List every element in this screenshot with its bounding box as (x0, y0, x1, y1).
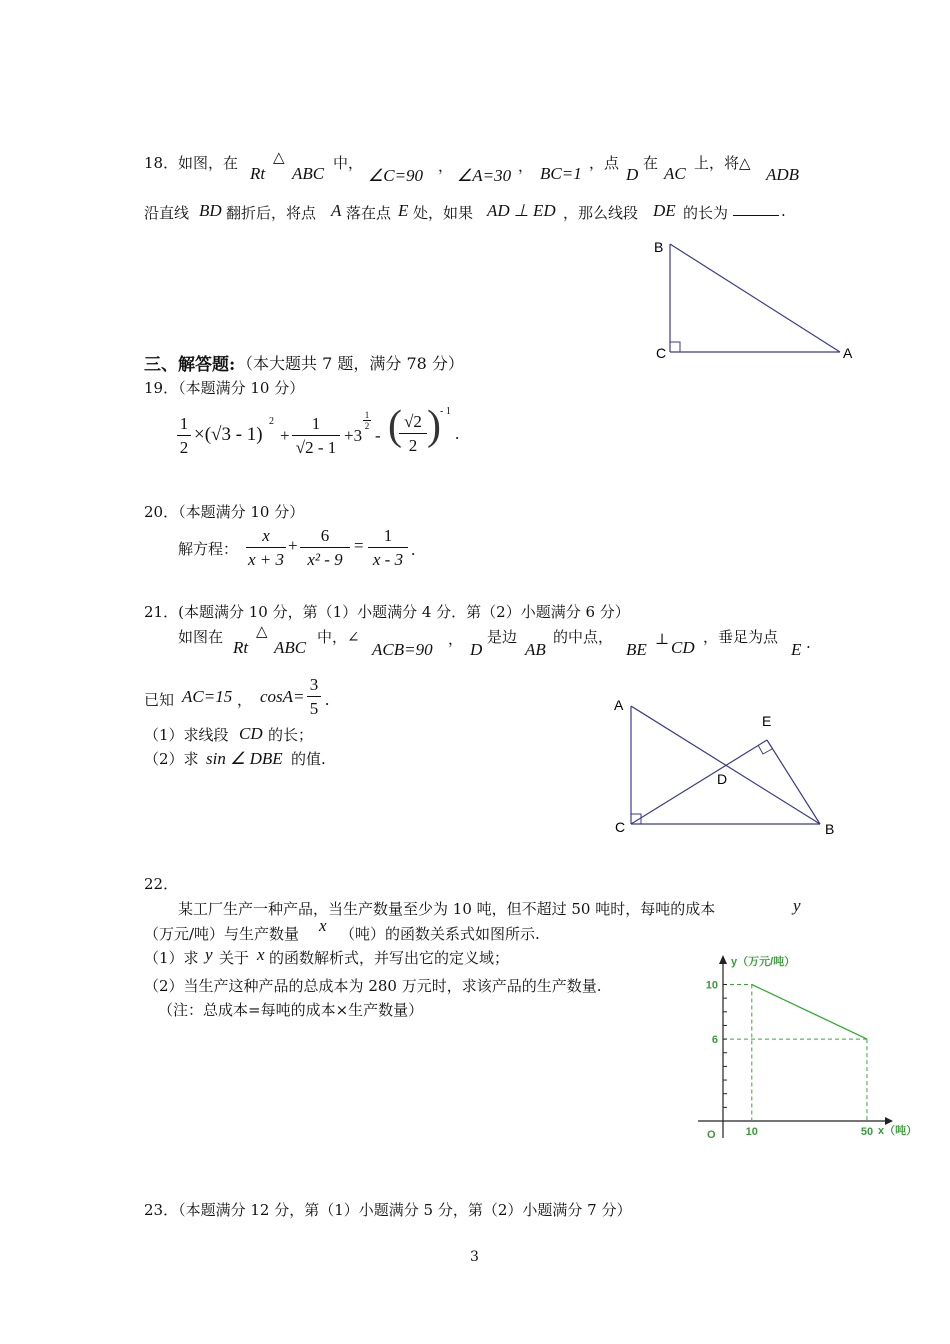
q19-period: . (455, 424, 460, 443)
q19-fraction-sqrt2: 1 √2 - 1 (292, 414, 340, 457)
q18-angle-a: ∠A=30 (457, 166, 512, 185)
q20-period: . (411, 540, 416, 559)
q22-number: 22． (144, 875, 179, 893)
q21-rt: Rt (233, 638, 249, 657)
q23-header: 23．（本题满分 12 分，第（1）小题满分 5 分，第（2）小题满分 7 分） (144, 1201, 632, 1219)
section-title: 三、解答题: (144, 355, 236, 375)
chart-y-arrow (719, 955, 727, 964)
q19-sqrt3-term: ×(√3 - 1) (194, 424, 263, 445)
q19-fraction-half: 1 2 (177, 414, 191, 457)
q18-d: D (626, 165, 639, 184)
q21-text: 如图在 (178, 628, 224, 646)
q21-d: D (470, 640, 483, 659)
q21-acb: ACB=90 (372, 640, 433, 659)
q20-label: 解方程： (178, 540, 239, 558)
q22-note: （注：总成本=每吨的成本×生产数量） (158, 1001, 424, 1019)
q19-neg-one-exponent: - 1 (440, 406, 451, 417)
q21-part2: 的值. (291, 750, 326, 768)
q18-line2: 处，如果 (413, 204, 474, 222)
chart-series-line (752, 984, 867, 1039)
fig18-label-c: C (656, 345, 667, 361)
q18-rt: Rt (250, 164, 266, 183)
section-description: （本大题共 7 题，满分 78 分） (237, 354, 464, 373)
q18-text: 中， (333, 154, 364, 172)
chart-x-label: x（吨） (878, 1125, 918, 1137)
q18-number: 18． (144, 154, 179, 172)
q19-square-exponent: 2 (269, 416, 274, 427)
q20-fraction-1: x x + 3 (247, 526, 285, 569)
q21-ab: AB (525, 640, 546, 659)
q19-minus: - (375, 426, 381, 445)
q22-part1: 关于 (219, 949, 250, 967)
fig21-label-a: A (614, 697, 624, 713)
q21-perp: ⊥ (655, 630, 670, 648)
q18-angle-c: ∠C=90 (368, 166, 424, 185)
fig21-label-b: B (825, 821, 835, 837)
q22-body: （万元/吨）与生产数量 (144, 925, 300, 943)
q19-header: 19．（本题满分 10 分） (144, 379, 305, 397)
q21-cos-fraction: 3 5 (307, 675, 321, 718)
fig18-label-b: B (654, 239, 664, 255)
chart-x-arrow (885, 1117, 893, 1125)
fig21-label-e: E (762, 713, 772, 729)
q22-part2: （2）当生产这种产品的总成本为 280 万元时，求该产品的生产数量. (144, 977, 602, 995)
q21-period: . (806, 634, 811, 652)
q21-abc: ABC (274, 638, 307, 657)
q18-line2: 落在点 (346, 204, 392, 222)
q21-triangle-figure (605, 692, 850, 842)
q18-line2: 沿直线 (144, 204, 190, 222)
q22-body: （吨）的函数关系式如图所示. (340, 925, 540, 943)
q21-text: 中，∠ (317, 628, 360, 646)
q18-ac: AC (664, 164, 686, 183)
q19-left-paren: ( (388, 403, 402, 449)
q18-text: ， (518, 157, 534, 175)
q18-e: E (398, 201, 409, 220)
q18-text: 在 (643, 154, 659, 172)
q20-fraction-2: 6 x² - 9 (300, 526, 350, 569)
q21-part2-sin: sin ∠ DBE (206, 749, 283, 768)
q22-body: 某工厂生产一种产品，当生产数量至少为 10 吨，但不超过 50 吨时，每吨的成本 (178, 900, 716, 918)
q21-text: 的中点， (553, 628, 614, 646)
chart-y-tick-label: 10 (705, 979, 718, 992)
q18-triangle-figure (650, 234, 865, 364)
q19-fraction-sqrt2-over-2: √2 2 (399, 412, 427, 455)
q21-text: ， (448, 630, 464, 648)
q21-part2: （2）求 (144, 750, 199, 768)
q20-equals: = (354, 536, 364, 555)
q21-text: 是边 (487, 628, 518, 646)
q20-fraction-3: 1 x - 3 (368, 526, 408, 569)
q18-abc: ABC (292, 164, 325, 183)
q21-cosa: cosA= (260, 687, 305, 706)
q18-text: ，点 (589, 154, 620, 172)
q21-header: 21．(本题满分 10 分，第（1）小题满分 4 分．第（2）小题满分 6 分） (144, 603, 630, 621)
q18-de: DE (653, 201, 676, 220)
q21-text: ， (237, 691, 253, 709)
q21-period: . (325, 690, 330, 709)
q18-text: 上，将△ (694, 154, 751, 172)
q20-plus: + (288, 536, 298, 555)
q19-half-exponent: 1 2 (364, 410, 370, 431)
q18-line2: ，那么线段 (563, 204, 639, 222)
q22-part1: 的函数解析式，并写出它的定义域； (269, 949, 510, 967)
q18-line2: 的长为 (683, 204, 729, 222)
q22-part1-y: y (205, 945, 213, 964)
q18-line2: 翻折后，将点 (226, 204, 317, 222)
chart-x-tick-label: 50 (860, 1126, 874, 1138)
fig21-label-d: D (717, 771, 728, 787)
q21-part1-cd: CD (239, 724, 263, 743)
q18-bc: BC=1 (540, 164, 582, 183)
page-number: 3 (470, 1249, 479, 1265)
q21-known: 已知 (144, 691, 175, 709)
chart-origin-label: O (707, 1129, 716, 1141)
q18-perp: AD ⊥ ED (487, 201, 556, 220)
q21-triangle-symbol: △ (256, 622, 268, 640)
q19-plus-three: +3 (344, 426, 363, 445)
q19-plus: + (280, 426, 290, 445)
chart-x-tick-label: 10 (745, 1126, 758, 1138)
q18-a: A (331, 201, 342, 220)
q22-cost-chart (690, 948, 925, 1148)
q18-adb: ADB (766, 165, 800, 184)
q21-be: BE (626, 640, 647, 659)
q18-triangle-symbol: △ (273, 148, 285, 166)
chart-y-tick-label: 6 (711, 1034, 718, 1047)
q21-ac: AC=15 (182, 687, 233, 706)
q20-header: 20．（本题满分 10 分） (144, 503, 305, 521)
q22-y: y (793, 896, 801, 915)
q21-cd: CD (671, 638, 695, 657)
q18-period: . (781, 202, 786, 220)
chart-y-label: y（万元/吨） (731, 956, 796, 968)
q21-e: E (791, 640, 802, 659)
q22-part1: （1）求 (144, 949, 199, 967)
q18-text: 如图，在 (178, 154, 239, 172)
q21-part1: 的长； (268, 726, 314, 744)
q21-part1: （1）求线段 (144, 726, 229, 744)
q22-x: x (319, 916, 327, 935)
q21-text: ，垂足为点 (703, 628, 779, 646)
fig21-label-c: C (615, 819, 626, 835)
q18-text: ， (438, 157, 454, 175)
q22-part1-x: x (257, 945, 265, 964)
q18-bd: BD (199, 201, 222, 220)
answer-blank (733, 200, 779, 218)
q19-right-paren: ) (427, 403, 441, 449)
fig18-label-a: A (843, 345, 853, 361)
